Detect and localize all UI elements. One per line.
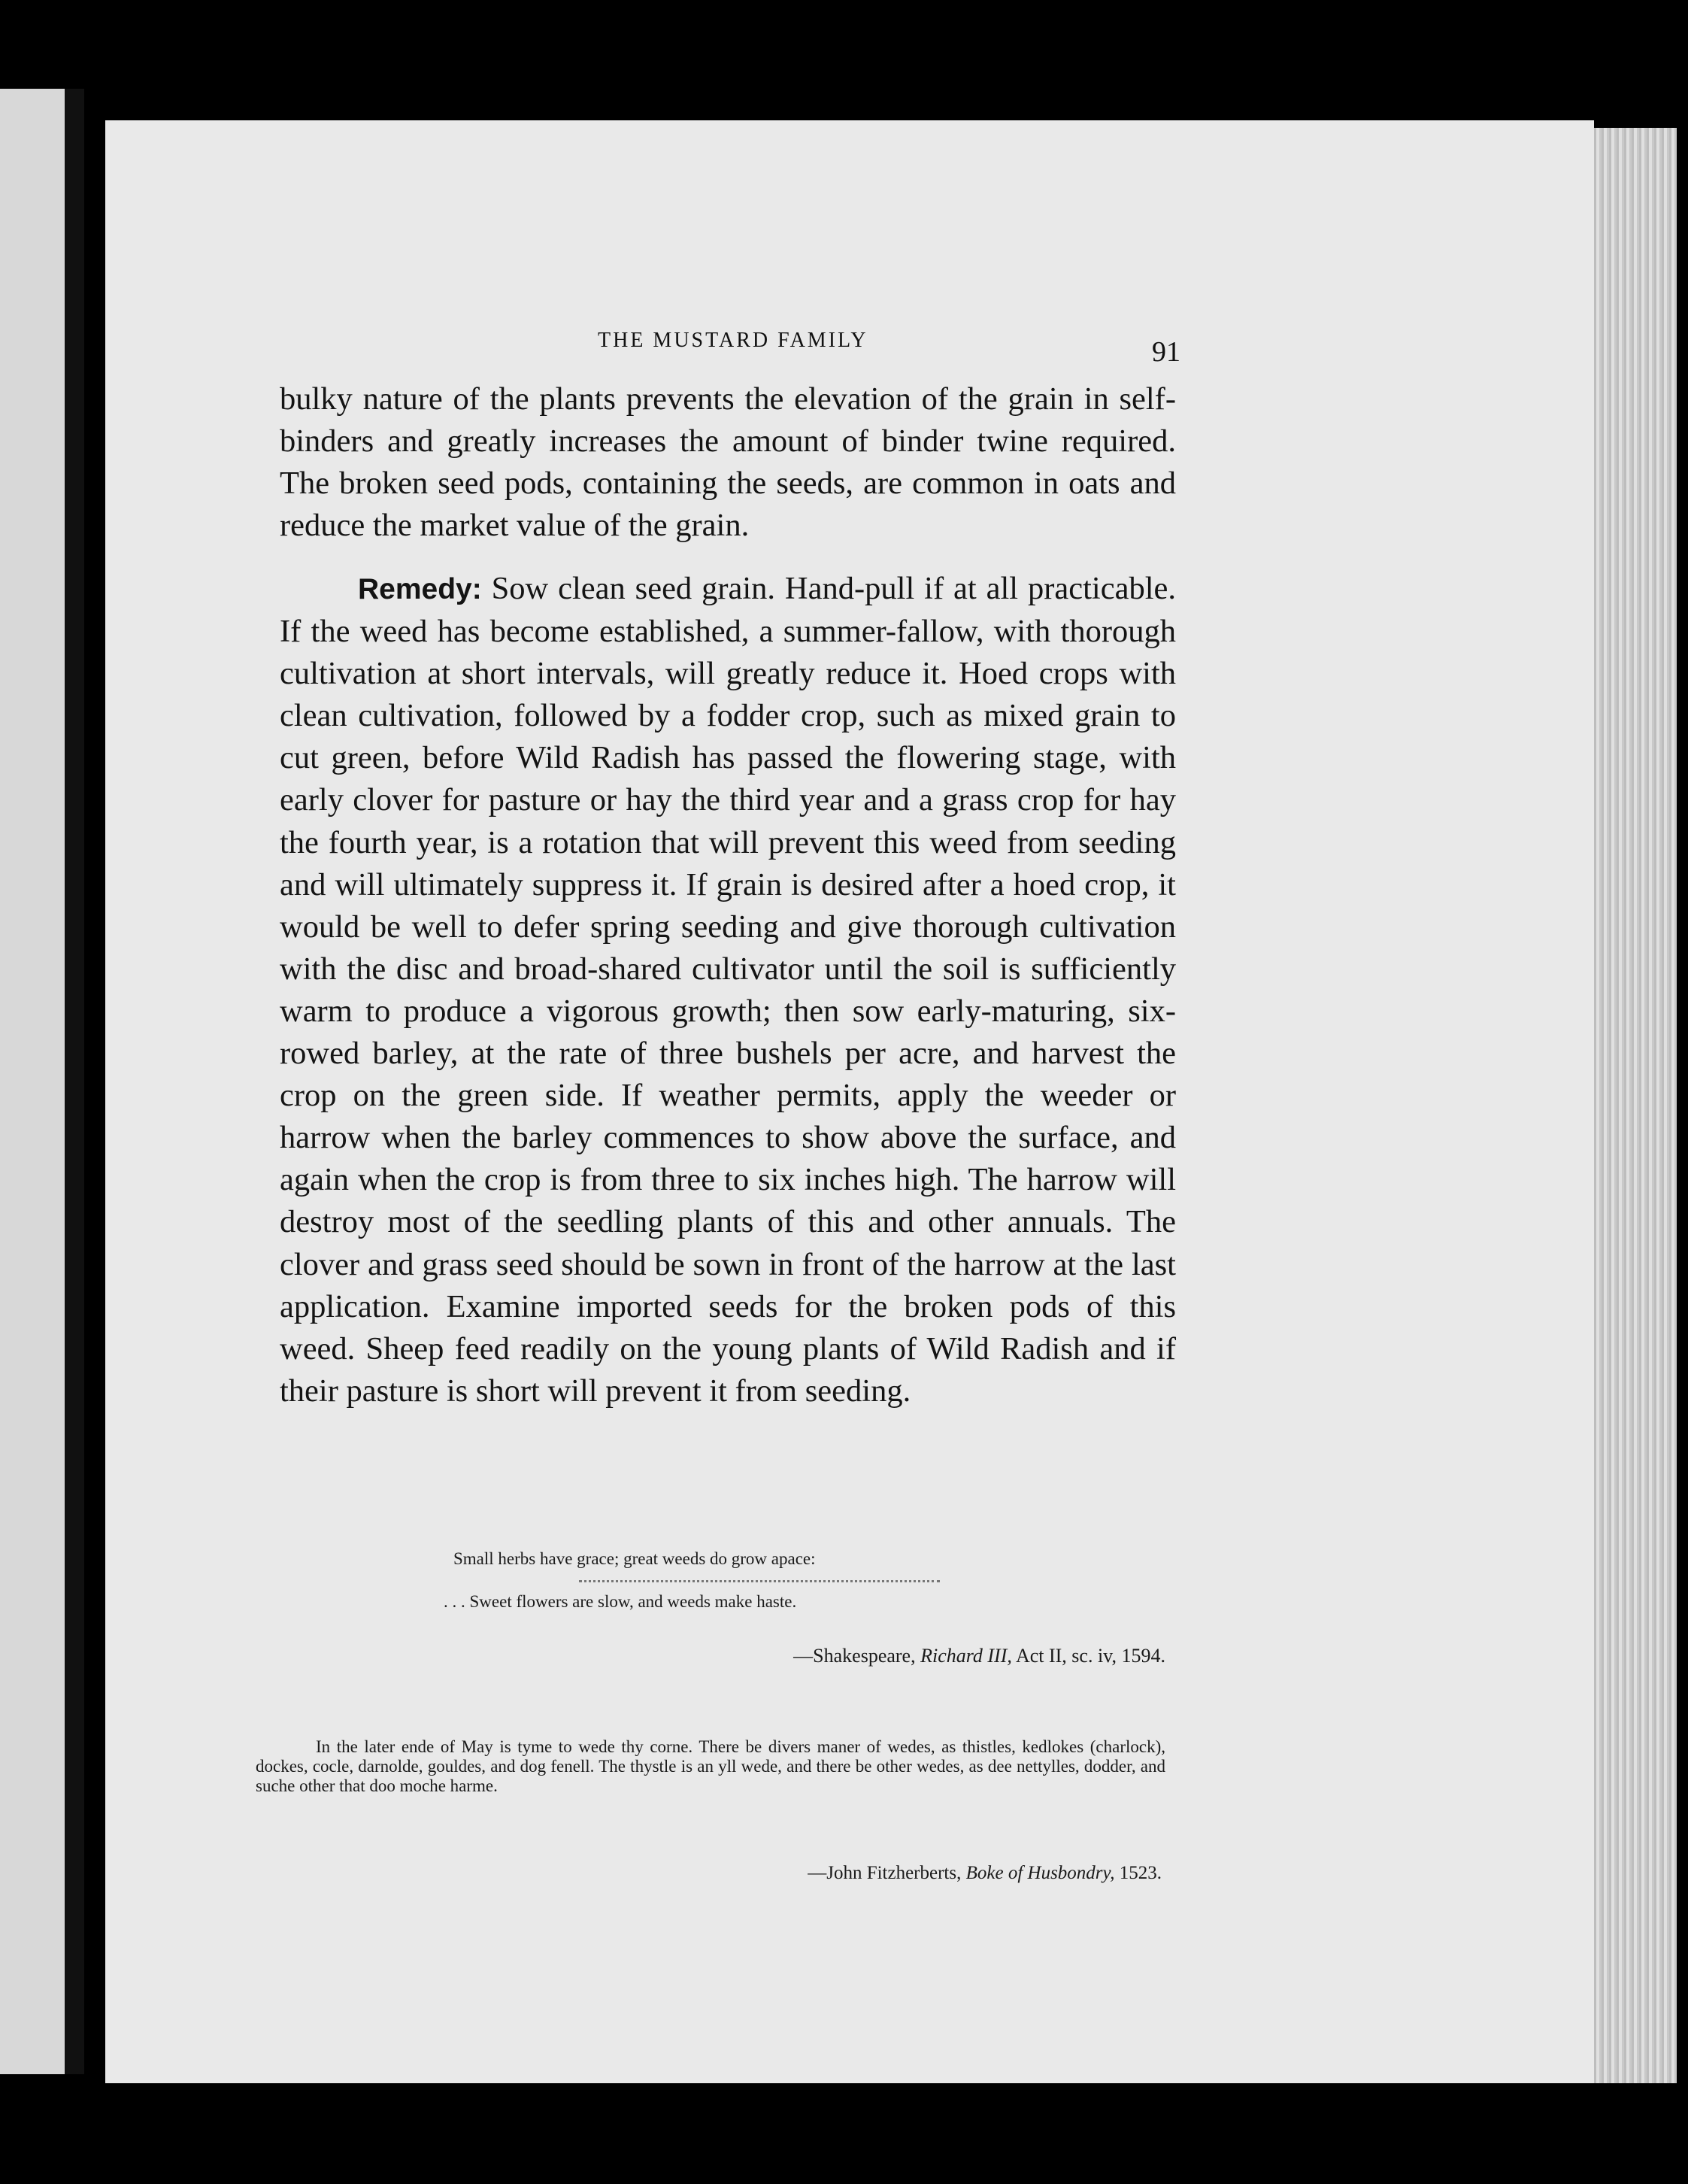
epigraph-quote — [444, 1539, 1165, 1676]
footnote-quote: In the later ende of May is tyme to wede thy corne. There be divers maner of wedes, as thistles, kedlokes (charlock), dockes, cocle, darnolde, gouldes, and dog fenell. The thystle is an yll wede, and there be other wedes, as dee nettylles, dodder, and suche other that doo moche harme. — [256, 1737, 1165, 1795]
quote-line-2: . . . Sweet flowers are slow, and weeds make haste. — [444, 1592, 797, 1611]
quote-line-1: Small herbs have grace; great weeds do grow apace: — [453, 1549, 816, 1568]
attribution-work: Richard III, — [920, 1645, 1012, 1667]
remedy-paragraph — [280, 568, 1176, 1412]
footnote-work: Boke of Husbondry, — [965, 1863, 1115, 1883]
footnote-author: —John Fitzherberts, — [808, 1863, 966, 1883]
page-number: 91 — [1152, 336, 1180, 368]
quote-attribution — [444, 1636, 1165, 1676]
footnote-attribution — [256, 1863, 1162, 1884]
remedy-label: Remedy: — [358, 573, 482, 605]
paragraph-continuation: bulky nature of the plants prevents the elevation of the grain in self-binders and greatly increases the amount of binder twine required. The broken seed pods, containing the seeds, are common in oats and reduce the market value of the grain. — [280, 381, 1176, 544]
attribution-author: —Shakespeare, — [793, 1645, 921, 1667]
attribution-details: Act II, sc. iv, 1594. — [1011, 1645, 1165, 1667]
footnote-year: 1523. — [1114, 1863, 1162, 1883]
running-head: THE MUSTARD FAMILY — [598, 329, 868, 352]
book-gutter — [65, 89, 84, 2074]
remedy-text: Sow clean seed grain. Hand-pull if at all practicable. If the weed has become established, a summer-fallow, with thorough cultivation at short intervals, will greatly reduce it. Hoed crops with clean cultivation, followed by a fodder crop, such as mixed grain to cut green, before Wild Radish has passed the flowering stage, with early clover for pasture or hay the third year and a grass crop for hay the fourth year, is a rotation that will prevent this weed from seeding and will ultimately suppress it. If grain is desired after a hoed crop, it would be well to defer spring seeding and give thorough cultivation with the disc and broad-shared cultivator until the soil is sufficiently warm to produce a vigorous growth; then sow early-maturing, six-rowed barley, at the rate of three bushels per acre, and harvest the crop on the green side. If weather permits, apply the weeder or harrow when the barley commences to show above the surface, and again when the crop is from three to six inches high. The harrow will destroy most of the seedling plants of this and other annuals. The clover and grass seed should be sown in front of the harrow at the last application. Examine imported seeds for the broken pods of this weed. Sheep feed readily on the young plants of Wild Radish and if their pasture is short will prevent it from seeding. — [280, 571, 1176, 1409]
facing-page-edge — [0, 89, 84, 2074]
